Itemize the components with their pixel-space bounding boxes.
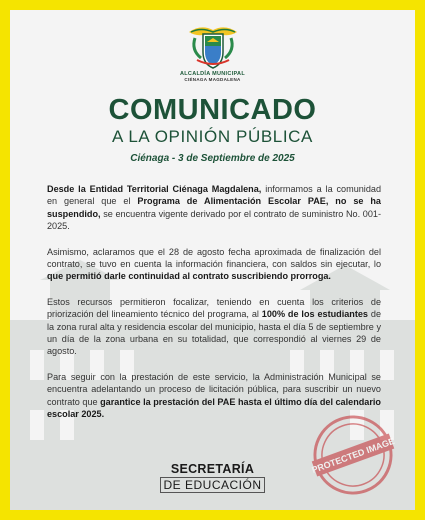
paragraph-3 bbox=[47, 296, 381, 358]
p1-bold-1: Desde la Entidad Territorial Ciénaga Magdalena, bbox=[47, 184, 262, 194]
p3-bold-1: 100% de los estudiantes bbox=[261, 309, 368, 320]
p1-text-1: informamos a la comunidad en general que el bbox=[47, 184, 381, 207]
p4-text-1: Para seguir con la prestación de este servicio, la Administración Municipal se encuentra adelantando un proceso de licitación pública, para suscribir un nuevo contrato que bbox=[47, 371, 381, 407]
p1-text-2: se encuentra vigente derivado por el contrato de suministro No. 001-2025. bbox=[47, 208, 381, 232]
footer-subtitle: DE EDUCACIÓN bbox=[160, 477, 265, 493]
p2-bold-1: que permitió darle continuidad al contrato suscribiendo prorroga. bbox=[47, 271, 331, 282]
page-subtitle: A LA OPINIÓN PÚBLICA bbox=[112, 127, 313, 146]
p1-bold-2: Programa de Alimentación Escolar PAE, no se ha suspendido, bbox=[47, 196, 381, 219]
p3-text-2: de la zona rural alta y residencia escolar del municipio, hasta el día 5 de septiembre y un día de la zona urbana en su totalidad, que correspondió al viernes 29 de agosto. bbox=[47, 309, 381, 357]
paragraph-1 bbox=[47, 183, 381, 233]
communique-body bbox=[47, 183, 381, 434]
page-title: COMUNICADO bbox=[108, 94, 317, 126]
p4-bold-1: garantice la prestación del PAE hasta el último día del calendario escolar 2025. bbox=[47, 396, 381, 420]
p2-text-1: Asimismo, aclaramos que el 28 de agosto fecha aproximada de finalización del contrato, se tuvo en cuenta la información financiera, con saldos sin ejecutar, lo bbox=[47, 246, 381, 270]
org-location: CIÉNAGA MAGDALENA bbox=[184, 77, 241, 82]
stamp-text: PROTECTED IMAGE bbox=[310, 435, 396, 476]
communique-sheet bbox=[10, 10, 415, 510]
paragraph-2 bbox=[47, 246, 381, 283]
coat-of-arms-icon bbox=[183, 22, 243, 70]
date-line: Ciénaga - 3 de Septiembre de 2025 bbox=[130, 153, 295, 164]
footer-title: SECRETARÍA bbox=[170, 462, 255, 476]
org-name: ALCALDÍA MUNICIPAL bbox=[180, 71, 245, 77]
protected-image-stamp bbox=[310, 412, 396, 498]
header-logo bbox=[10, 22, 415, 82]
p3-text-1: Estos recursos permitieron focalizar, teniendo en cuenta los criterios de priorización del lineamiento técnico del programa, al bbox=[47, 296, 381, 320]
